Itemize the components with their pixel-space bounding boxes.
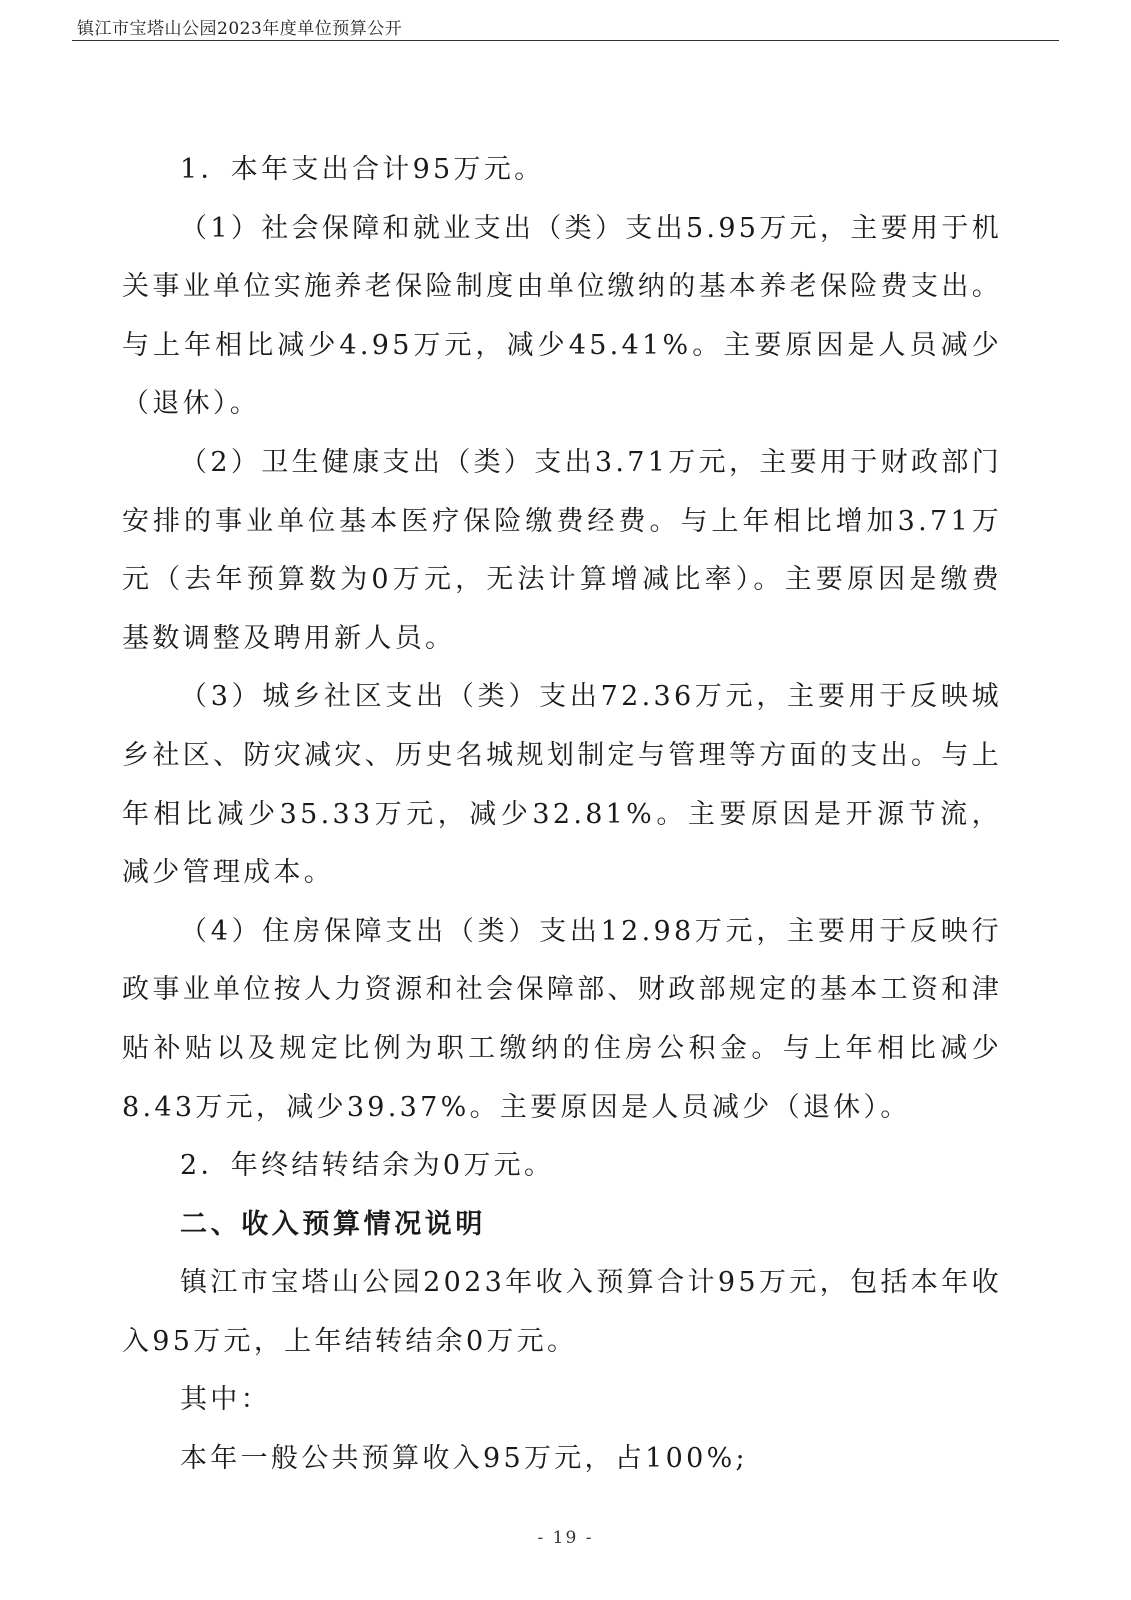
year-end-balance-paragraph: 2．年终结转结余为0万元。 [180,1150,555,1182]
social-security-paragraph: （1）社会保障和就业支出（类）支出5.95万元，主要用于机关事业单位实施养老保险制度由单位缴纳的基本养老保险费支出。与上年相比减少4.95万元，减少45.41%。主要原因是人员减少（退休）。 [122,212,1002,420]
income-total-paragraph: 镇江市宝塔山公园2023年收入预算合计95万元，包括本年收入95万元，上年结转结余0万元。 [122,1267,1002,1357]
expenditure-total-paragraph: 1．本年支出合计95万元。 [180,154,545,185]
of-which-paragraph: 其中： [180,1384,271,1416]
health-paragraph: （2）卫生健康支出（类）支出3.71万元，主要用于财政部门安排的事业单位基本医疗保险缴费经费。与上年相比增加3.71万元（去年预算数为0万元，无法计算增减比率）。主要原因是缴费基数调整及聘用新人员。 [122,446,1002,654]
header-divider [72,40,1059,41]
urban-rural-community-paragraph: （3）城乡社区支出（类）支出72.36万元，主要用于反映城乡社区、防灾减灾、历史名城规划制定与管理等方面的支出。与上年相比减少35.33万元，减少32.81%。主要原因是开源节流，减少管理成本。 [122,681,1002,889]
housing-security-paragraph: （4）住房保障支出（类）支出12.98万元，主要用于反映行政事业单位按人力资源和社会保障部、财政部规定的基本工资和津贴补贴以及规定比例为职工缴纳的住房公积金。与上年相比减少8.43万元，减少39.37%。主要原因是人员减少（退休）。 [122,915,1002,1123]
page-number: - 19 - [537,1528,594,1548]
document-body [122,141,1002,1489]
document-header: 镇江市宝塔山公园2023年度单位预算公开 [77,19,403,39]
general-public-budget-income-paragraph: 本年一般公共预算收入95万元，占100%; [180,1443,748,1475]
section-heading-income-budget: 二、收入预算情况说明 [180,1208,486,1240]
